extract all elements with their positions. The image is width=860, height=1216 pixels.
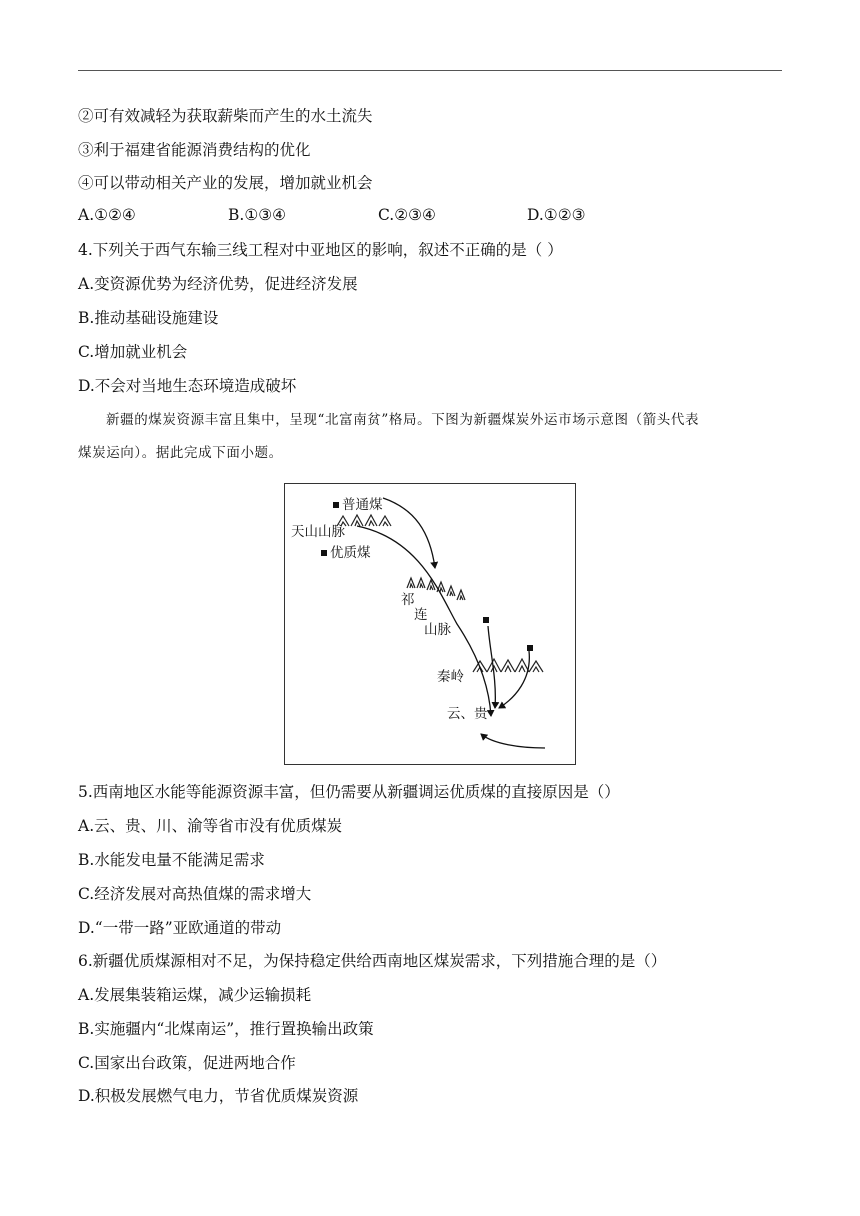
label-yungui: 云、贵 xyxy=(447,706,488,722)
q4-stem: 4.下列关于西气东输三线工程对中亚地区的影响，叙述不正确的是（ ） xyxy=(78,241,563,259)
tianshan-mountain-icons xyxy=(337,515,391,526)
q3-option-b[interactable]: B.①③④ xyxy=(228,206,287,224)
qinling-mountain-icons xyxy=(473,659,543,672)
q3-option-d[interactable]: D.①②③ xyxy=(527,206,586,224)
q6-option-a[interactable]: A.发展集装箱运煤，减少运输损耗 xyxy=(78,986,312,1004)
coal-transport-map xyxy=(284,483,576,765)
label-tianshan: 天山山脉 xyxy=(291,524,345,540)
q5-option-c[interactable]: C.经济发展对高热值煤的需求增大 xyxy=(78,885,312,903)
qilian-mountain-icons xyxy=(407,578,465,600)
q3-statement-2: ②可有效减轻为获取薪柴而产生的水土流失 xyxy=(78,107,373,125)
q5-option-b[interactable]: B.水能发电量不能满足需求 xyxy=(78,851,265,869)
label-ordinary-coal: 普通煤 xyxy=(342,497,383,513)
q3-statement-4: ④可以带动相关产业的发展，增加就业机会 xyxy=(78,174,373,192)
q5-stem: 5.西南地区水能等能源资源丰富，但仍需要从新疆调运优质煤的直接原因是（） xyxy=(78,783,620,801)
q6-option-c[interactable]: C.国家出台政策，促进两地合作 xyxy=(78,1054,296,1072)
passage-line-2: 煤炭运向）。据此完成下面小题。 xyxy=(78,445,283,461)
label-qilian-3: 山脉 xyxy=(424,622,451,638)
header-rule xyxy=(78,70,782,71)
label-qinling: 秦岭 xyxy=(437,669,464,685)
incoming-coal-arrow xyxy=(481,734,545,748)
label-qilian-2: 连 xyxy=(414,607,428,623)
q5-option-a[interactable]: A.云、贵、川、渝等省市没有优质煤炭 xyxy=(78,817,343,835)
q3-option-a[interactable]: A.①②④ xyxy=(78,206,136,224)
quality-coal-marker xyxy=(321,550,327,556)
q3-option-c[interactable]: C.②③④ xyxy=(378,206,436,224)
q3-options xyxy=(78,206,782,226)
q3-statement-3: ③利于福建省能源消费结构的优化 xyxy=(78,141,311,159)
q6-option-b[interactable]: B.实施疆内“北煤南运”，推行置换输出政策 xyxy=(78,1020,374,1038)
east-coal-arrow xyxy=(499,651,529,708)
coal-field-marker-east xyxy=(527,645,533,651)
q6-stem: 6.新疆优质煤源相对不足，为保持稳定供给西南地区煤炭需求，下列措施合理的是（） xyxy=(78,952,667,970)
q4-option-d[interactable]: D.不会对当地生态环境造成破坏 xyxy=(78,377,297,395)
q4-option-b[interactable]: B.推动基础设施建设 xyxy=(78,309,219,327)
passage-line-1: 新疆的煤炭资源丰富且集中，呈现“北富南贫”格局。下图为新疆煤炭外运市场示意图（箭头代表 xyxy=(106,412,700,428)
map-drawing xyxy=(285,484,575,764)
label-qilian-1: 祁 xyxy=(401,592,415,608)
ordinary-coal-marker xyxy=(333,502,339,508)
q6-option-d[interactable]: D.积极发展燃气电力，节省优质煤炭资源 xyxy=(78,1087,359,1105)
q4-option-c[interactable]: C.增加就业机会 xyxy=(78,343,188,361)
q4-option-a[interactable]: A.变资源优势为经济优势，促进经济发展 xyxy=(78,275,358,293)
label-quality-coal: 优质煤 xyxy=(330,545,371,561)
q5-option-d[interactable]: D.“一带一路”亚欧通道的带动 xyxy=(78,919,282,937)
coal-field-marker-middle xyxy=(483,617,489,623)
ordinary-coal-arrow xyxy=(383,498,435,568)
